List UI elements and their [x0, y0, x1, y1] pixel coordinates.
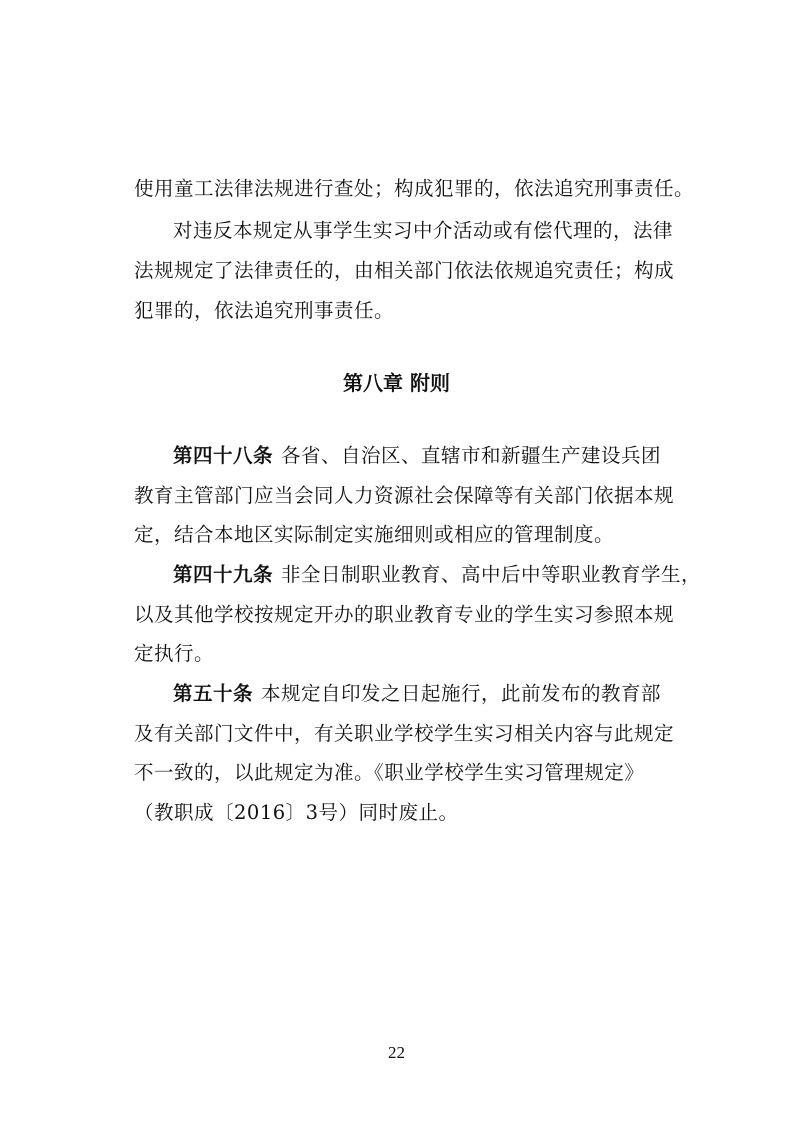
- paragraph-line: 以及其他学校按规定开办的职业教育专业的学生实习参照本规: [134, 603, 675, 626]
- paragraph-line: 对违反本规定从事学生实习中介活动或有偿代理的，法律: [173, 219, 674, 242]
- paragraph-line: 不一致的，以此规定为准。《职业学校学生实习管理规定》: [134, 761, 645, 784]
- article-text: 非全日制职业教育、高中后中等职业教育学生，: [281, 563, 702, 586]
- article-first-line: [173, 562, 702, 588]
- paragraph-line: 定，结合本地区实际制定实施细则或相应的管理制度。: [134, 523, 615, 546]
- paragraph-line: 法规规定了法律责任的，由相关部门依法依规追究责任；构成: [134, 259, 675, 282]
- paragraph-line: 及有关部门文件中，有关职业学校学生实习相关内容与此规定: [134, 722, 675, 745]
- paragraph-line: 使用童工法律法规进行查处；构成犯罪的，依法追究刑事责任。: [134, 177, 695, 200]
- paragraph-line: 教育主管部门应当会同人力资源社会保障等有关部门依据本规: [134, 484, 675, 507]
- article-text: 各省、自治区、直辖市和新疆生产建设兵团: [281, 444, 662, 467]
- article-label: 第五十条: [173, 682, 254, 705]
- article-label: 第四十九条: [173, 563, 274, 586]
- article-first-line: [173, 681, 673, 707]
- article-text: 本规定自印发之日起施行，此前发布的教育部: [261, 682, 662, 705]
- paragraph-line: （教职成〔2016〕3号）同时废止。: [134, 801, 459, 824]
- paragraph-line: 犯罪的，依法追究刑事责任。: [134, 299, 395, 322]
- chapter-heading: 第八章 附则: [343, 371, 450, 395]
- paragraph-line: 定执行。: [134, 642, 215, 665]
- article-label: 第四十八条: [173, 444, 274, 467]
- page-number: 22: [388, 1043, 405, 1062]
- article-first-line: [173, 443, 673, 469]
